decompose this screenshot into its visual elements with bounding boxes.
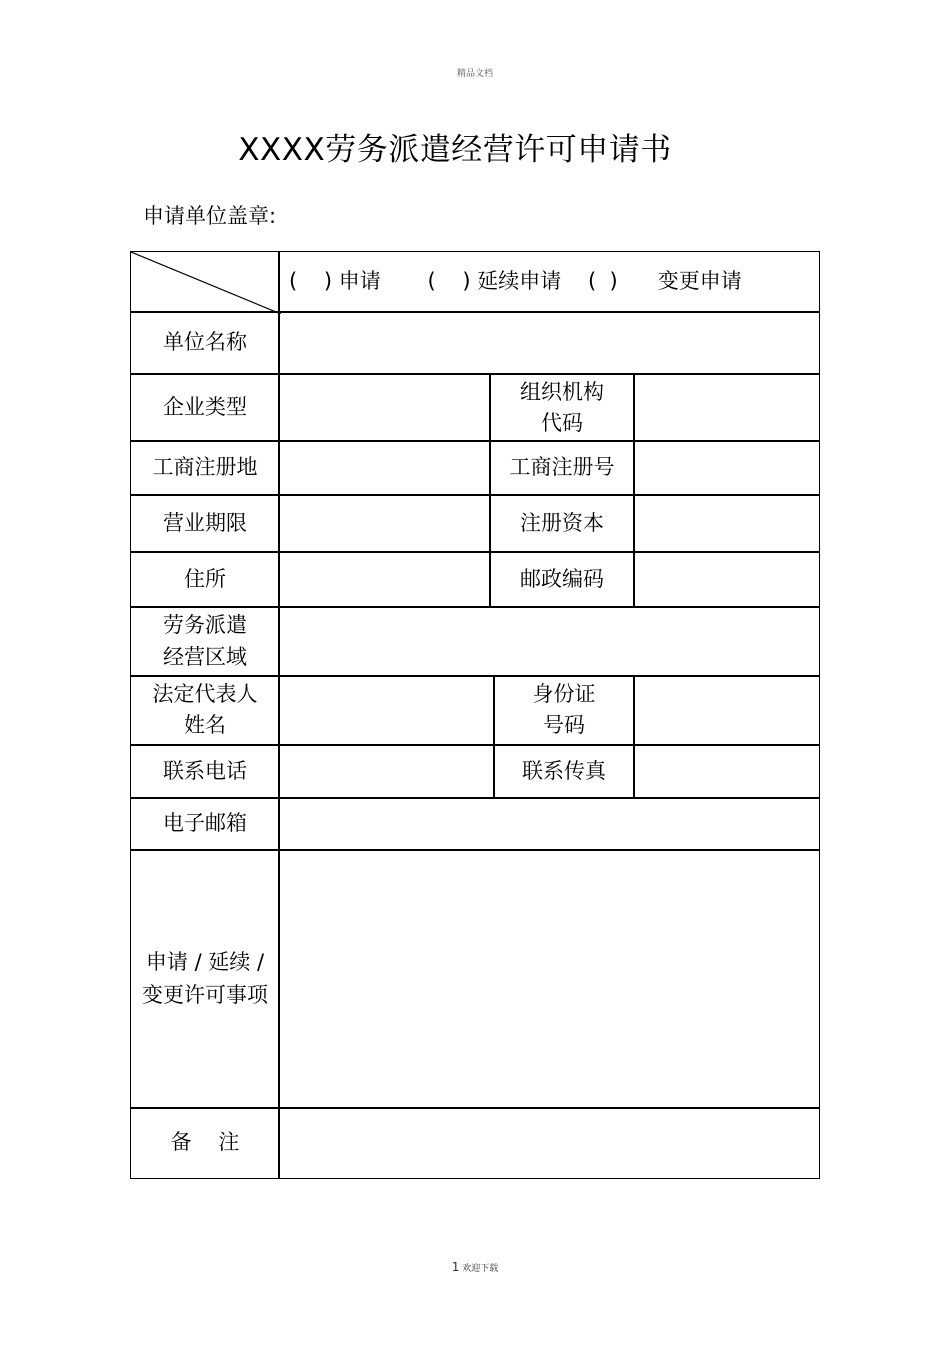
label-unit-name: 单位名称 bbox=[130, 311, 280, 374]
label-address: 住所 bbox=[130, 552, 280, 608]
field-fax[interactable] bbox=[634, 745, 820, 799]
label-dispatch-area-text: 劳务派遣经营区域 bbox=[163, 613, 247, 669]
field-reg-place[interactable] bbox=[278, 440, 490, 495]
field-remarks[interactable] bbox=[278, 1107, 820, 1179]
label-business-term: 营业期限 bbox=[130, 495, 280, 552]
label-email: 电子邮箱 bbox=[130, 797, 280, 851]
footer-note-text: 欢迎下载 bbox=[462, 1264, 499, 1274]
label-remarks-text: 备 注 bbox=[170, 1130, 240, 1155]
field-phone[interactable] bbox=[278, 745, 494, 799]
label-id-number bbox=[494, 675, 634, 745]
header-note: 精品文档 bbox=[456, 69, 493, 79]
label-reg-no: 工商注册号 bbox=[490, 440, 634, 495]
label-dispatch-area bbox=[130, 606, 280, 677]
label-fax: 联系传真 bbox=[494, 745, 634, 799]
apply-type-options[interactable] bbox=[278, 251, 820, 313]
label-postcode: 邮政编码 bbox=[490, 552, 634, 608]
footer bbox=[0, 1260, 950, 1274]
diagonal-header-cell bbox=[130, 251, 280, 313]
label-matters bbox=[130, 849, 280, 1109]
footer-page-number: 1 bbox=[451, 1260, 460, 1274]
field-postcode[interactable] bbox=[634, 552, 820, 608]
label-phone: 联系电话 bbox=[130, 745, 280, 799]
label-legal-rep-name bbox=[130, 675, 280, 745]
label-reg-place: 工商注册地 bbox=[130, 440, 280, 495]
application-form bbox=[130, 251, 820, 1179]
field-business-term[interactable] bbox=[278, 495, 490, 552]
field-matters[interactable] bbox=[278, 849, 820, 1109]
field-id-number[interactable] bbox=[634, 675, 820, 745]
label-matters-text: 申请 / 延续 / 变更许可事项 bbox=[142, 950, 268, 1007]
page-title: XXXX劳务派遣经营许可申请书 bbox=[238, 132, 672, 168]
label-legal-rep-name-text: 法定代表人姓名 bbox=[152, 681, 258, 737]
field-enterprise-type[interactable] bbox=[278, 374, 490, 442]
field-unit-name[interactable] bbox=[278, 311, 820, 374]
diagonal-line bbox=[131, 252, 281, 314]
apply-type-text: ( ) 申请 ( ) 延续申请 ( ) 变更申请 bbox=[289, 269, 742, 294]
label-org-code bbox=[490, 374, 634, 442]
field-reg-capital[interactable] bbox=[634, 495, 820, 552]
seal-label: 申请单位盖章: bbox=[143, 204, 277, 228]
field-address[interactable] bbox=[278, 552, 490, 608]
field-reg-no[interactable] bbox=[634, 440, 820, 495]
field-dispatch-area[interactable] bbox=[278, 606, 820, 677]
label-reg-capital: 注册资本 bbox=[490, 495, 634, 552]
label-org-code-text: 组织机构代码 bbox=[520, 379, 604, 435]
label-id-number-text: 身份证号码 bbox=[532, 681, 596, 737]
label-enterprise-type: 企业类型 bbox=[130, 374, 280, 442]
field-org-code[interactable] bbox=[634, 374, 820, 442]
field-legal-rep-name[interactable] bbox=[278, 675, 494, 745]
field-email[interactable] bbox=[278, 797, 820, 851]
label-remarks bbox=[130, 1107, 280, 1179]
